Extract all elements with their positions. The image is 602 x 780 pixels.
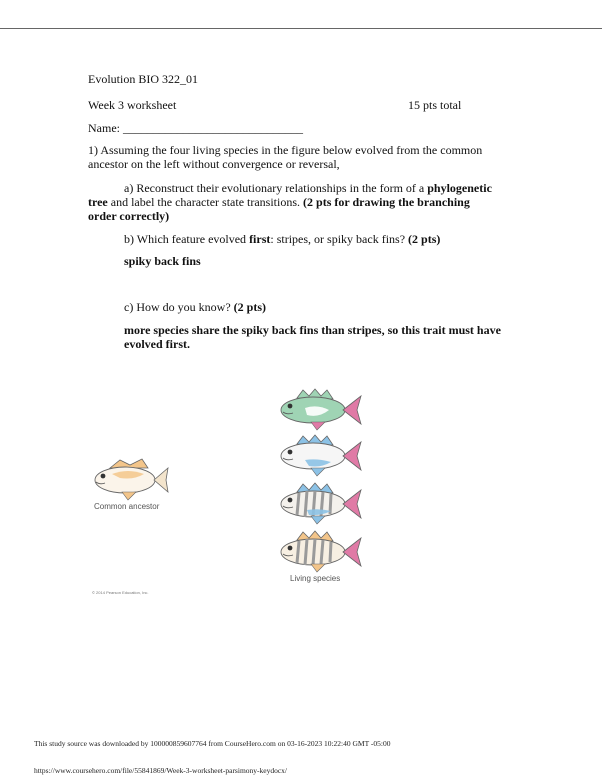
q1a-bold-term: phylogenetic tree	[88, 181, 492, 209]
q1b-bold-word: first	[249, 232, 271, 246]
answer-1b: spiky back fins	[124, 254, 201, 268]
answer-1c: more species share the spiky back fins than stripes, so this trait must have evolved first.	[124, 323, 501, 351]
figure-copyright: © 2014 Pearson Education, Inc.	[92, 590, 149, 595]
living-species-fish-2	[275, 434, 363, 478]
q1a-text-before: a) Reconstruct their evolutionary relationships in the form of a	[124, 181, 425, 195]
question-1b	[124, 232, 440, 246]
question-1c	[124, 300, 266, 314]
q1c-points: (2 pts)	[233, 300, 266, 314]
question-1a	[88, 181, 493, 223]
download-note: This study source was downloaded by 100000859607764 from CourseHero.com on 03-16-2023 10:22:40 GMT -05:00	[34, 739, 391, 748]
q1b-points: (2 pts)	[408, 232, 441, 246]
q1b-text-before: b) Which feature evolved	[124, 232, 247, 246]
name-line: ______________________________	[123, 121, 303, 135]
q1a-points: (2 pts for drawing the branching order correctly)	[88, 195, 470, 223]
living-species-fish-4	[275, 530, 363, 574]
course-title: Evolution BIO 322_01	[88, 72, 198, 86]
q1c-question: c) How do you know?	[124, 300, 231, 314]
living-species-fish-1	[275, 388, 363, 432]
q1a-text-after: and label the character state transitions.	[110, 195, 301, 209]
living-species-fish-3	[275, 482, 363, 526]
source-url[interactable]: https://www.coursehero.com/file/55841869/Week-3-worksheet-parsimony-keydocx/	[34, 766, 288, 775]
top-rule	[0, 28, 602, 29]
common-ancestor-fish	[90, 456, 170, 502]
common-ancestor-label: Common ancestor	[94, 502, 160, 511]
points-total: 15 pts total	[408, 98, 462, 112]
living-species-label: Living species	[290, 574, 341, 583]
worksheet-title: Week 3 worksheet	[88, 98, 177, 112]
question-1-prompt: 1) Assuming the four living species in the figure below evolved from the common ancestor on the left without convergence or reversal,	[88, 143, 483, 171]
name-label: Name:	[88, 121, 120, 135]
q1b-text-after: : stripes, or spiky back fins?	[270, 232, 406, 246]
name-field	[88, 121, 303, 135]
